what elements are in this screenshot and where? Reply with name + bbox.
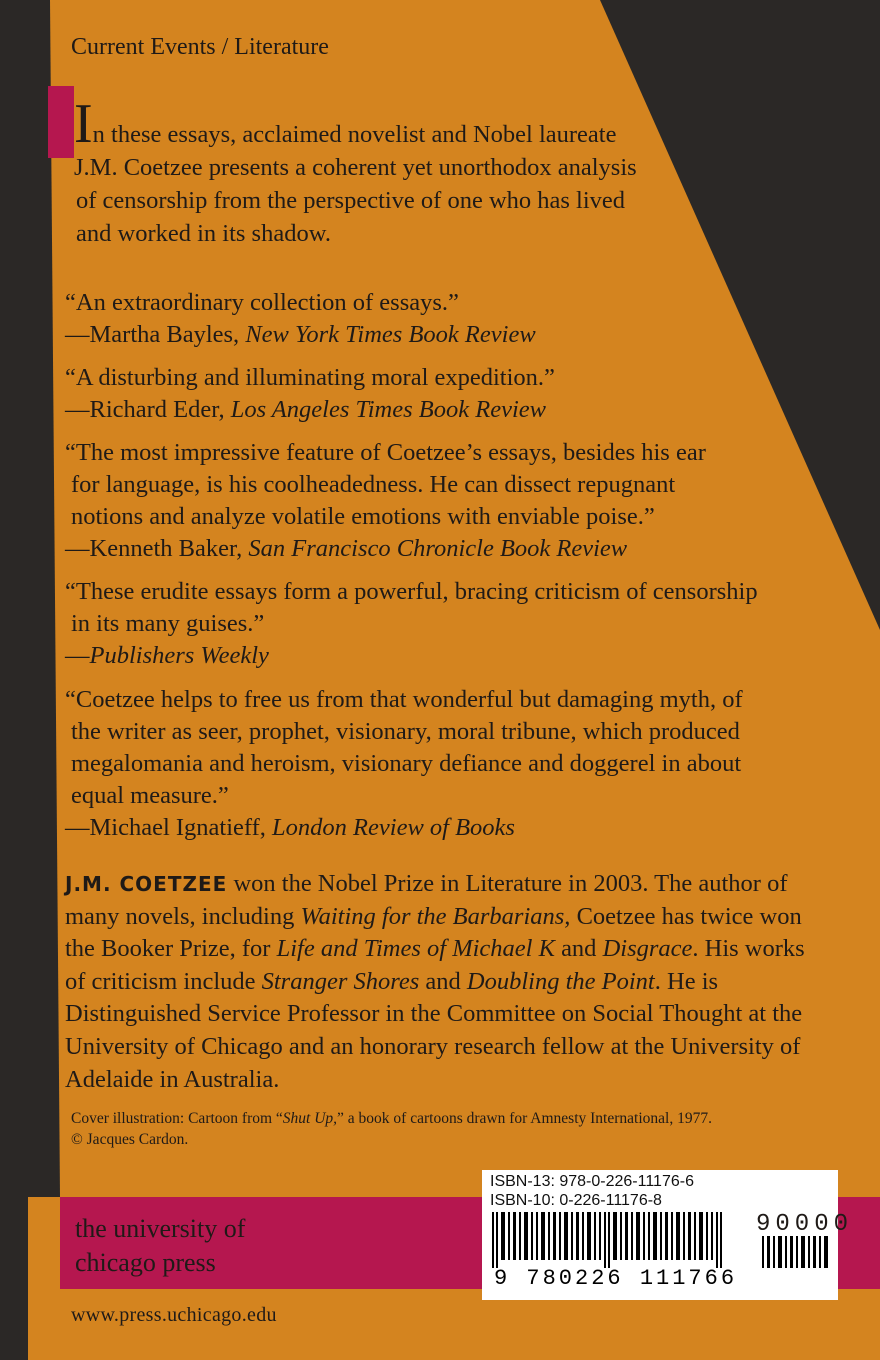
review-quote: [65, 362, 805, 426]
publisher-line: chicago press: [75, 1248, 216, 1277]
intro-line: and worked in its shadow.: [76, 220, 331, 247]
quote-text: “These erudite essays form a powerful, bracing criticism of censorship: [65, 578, 758, 605]
review-quote: [65, 437, 805, 565]
quote-text: “A disturbing and illuminating moral expedition.”: [65, 364, 555, 391]
dropcap-letter: I: [74, 93, 93, 155]
author-name: J.M. COETZEE: [65, 872, 228, 896]
intro-line: J.M. Coetzee presents a coherent yet unorthodox analysis: [74, 154, 637, 181]
quote-text: “Coetzee helps to free us from that wonderful but damaging myth, of: [65, 686, 743, 713]
category-label: Current Events / Literature: [71, 34, 329, 60]
quote-attribution: —Richard Eder, Los Angeles Times Book Review: [65, 396, 546, 423]
author-bio: J.M. COETZEE won the Nobel Prize in Literature in 2003. The author of many novels, including Waiting for the Barbarians, Coetzee has twice won the Booker Prize, for Life and Times of Michael K and Disgrace. His works of criticism include Stranger Shores and Doubling the Point. He is Distinguished Service Professor in the Committee on Social Thought at the University of Chicago and an honorary research fellow at the University of Adelaide in Australia.: [65, 870, 805, 1093]
quote-text: notions and analyze volatile emotions with enviable poise.”: [71, 503, 655, 530]
quote-attribution: —Michael Ignatieff, London Review of Books: [65, 814, 515, 841]
publisher-name: [75, 1212, 245, 1280]
quote-text: “An extraordinary collection of essays.”: [65, 289, 459, 316]
isbn-block: [490, 1172, 694, 1210]
quote-text: the writer as seer, prophet, visionary, moral tribune, which produced: [71, 718, 740, 745]
ean-barcode: [490, 1212, 750, 1268]
review-quote: [65, 287, 805, 351]
intro-line: n these essays, acclaimed novelist and Nobel laureate: [92, 121, 617, 148]
intro-line: of censorship from the perspective of one who has lived: [76, 187, 626, 214]
dropcap-box: [48, 86, 74, 158]
price-code: 90000: [756, 1211, 854, 1238]
quote-attribution: —Publishers Weekly: [65, 642, 269, 669]
intro-paragraph: [74, 93, 794, 250]
quote-text: equal measure.”: [71, 782, 229, 809]
addon-barcode: [760, 1236, 832, 1268]
review-quote: [65, 576, 805, 672]
dark-strip-left: [0, 0, 28, 1360]
cover-credit: Cover illustration: Cartoon from “Shut Up,” a book of cartoons drawn for Amnesty International, 1977. © Jacques Cardon.: [71, 1110, 712, 1148]
quote-text: in its many guises.”: [71, 610, 265, 637]
ean-digits: 9 780226 111766: [494, 1266, 738, 1291]
review-quote: [65, 684, 825, 844]
isbn-10: ISBN-10: 0-226-11176-8: [490, 1192, 662, 1209]
isbn-13: ISBN-13: 978-0-226-11176-6: [490, 1173, 694, 1190]
quote-text: megalomania and heroism, visionary defiance and doggerel in about: [71, 750, 742, 777]
quote-text: “The most impressive feature of Coetzee’s essays, besides his ear: [65, 439, 706, 466]
publisher-url: www.press.uchicago.edu: [71, 1304, 277, 1326]
quote-text: for language, is his coolheadedness. He can dissect repugnant: [71, 471, 676, 498]
quote-attribution: —Martha Bayles, New York Times Book Review: [65, 321, 536, 348]
publisher-line: the university of: [75, 1214, 246, 1243]
quote-attribution: —Kenneth Baker, San Francisco Chronicle Book Review: [65, 535, 628, 562]
